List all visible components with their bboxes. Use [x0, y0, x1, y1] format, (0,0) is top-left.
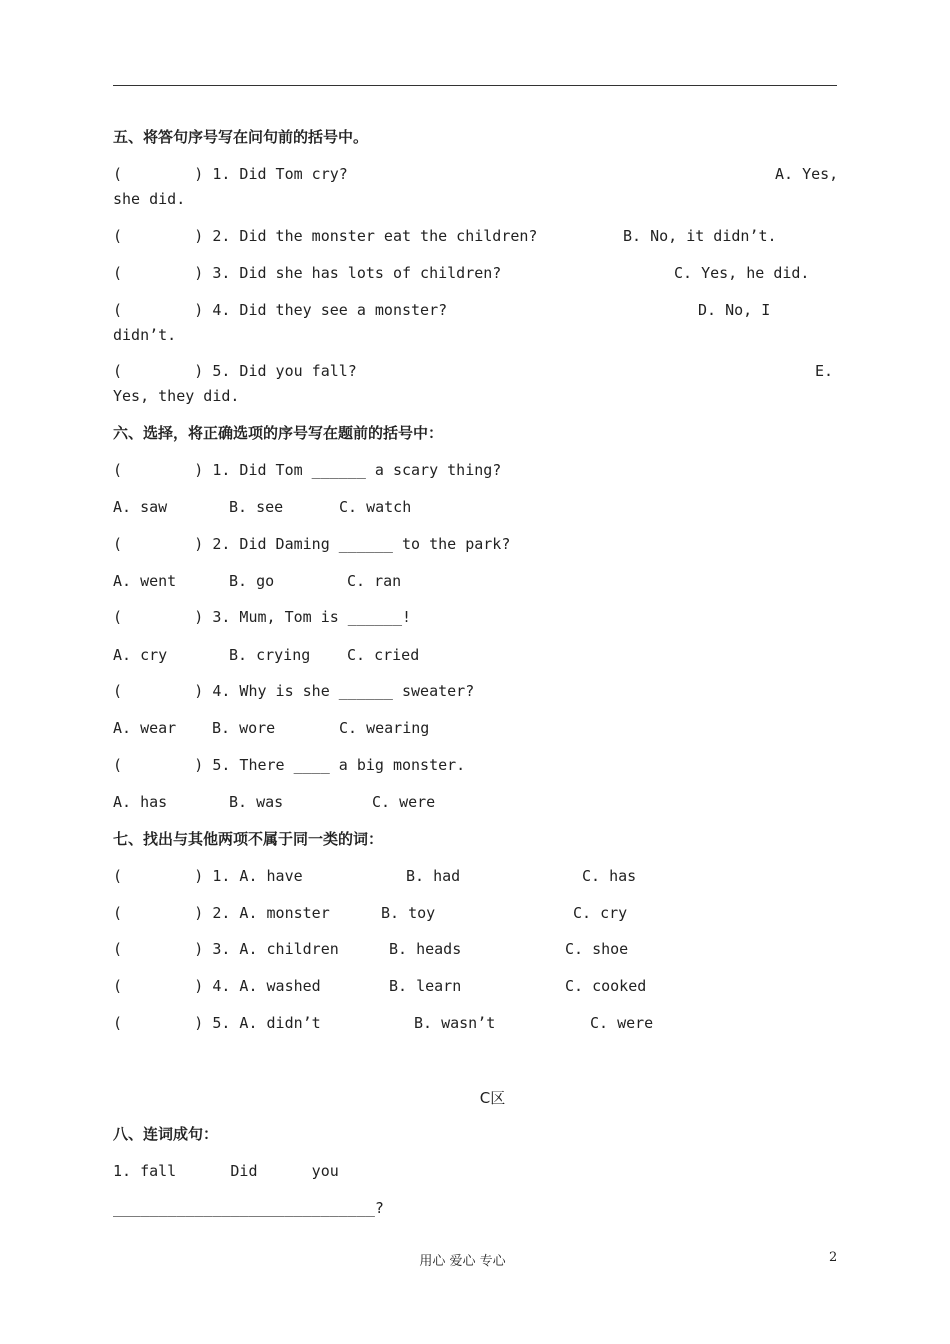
s5-question-5: ( ) 5. Did you fall?	[113, 362, 357, 380]
header-rule	[113, 85, 837, 86]
zone-heading: C区	[479, 1089, 506, 1107]
section-5-title: 五、将答句序号写在问句前的括号中。	[113, 128, 369, 146]
s7-question-1: ( ) 1. A. have	[113, 867, 303, 885]
s6-q1-option-b: B. see	[229, 498, 284, 516]
s6-q5-option-a: A. has	[113, 793, 168, 811]
s6-question-1: ( ) 1. Did Tom ______ a scary thing?	[113, 461, 502, 479]
s5-question-4: ( ) 4. Did they see a monster?	[113, 301, 448, 319]
s6-q1-option-c: C. watch	[339, 498, 412, 516]
s6-q3-option-a: A. cry	[113, 646, 168, 664]
s7-question-3: ( ) 3. A. children	[113, 940, 339, 958]
s8-answer-blank: _____________________________?	[113, 1199, 384, 1217]
s5-answer-d-cont: didn’t.	[113, 326, 177, 344]
s7-q4-option-c: C. cooked	[565, 977, 647, 995]
s6-q4-option-c: C. wearing	[339, 719, 430, 737]
s7-question-4: ( ) 4. A. washed	[113, 977, 321, 995]
s7-q5-option-b: B. wasn’t	[414, 1014, 496, 1032]
section-6-title: 六、选择，将正确选项的序号写在题前的括号中：	[113, 424, 444, 442]
s5-answer-a: A. Yes,	[775, 165, 839, 183]
s7-question-5: ( ) 5. A. didn’t	[113, 1014, 321, 1032]
s8-question-1: 1. fall Did you	[113, 1162, 339, 1180]
s6-q2-option-b: B. go	[229, 572, 275, 590]
s5-question-1: ( ) 1. Did Tom cry?	[113, 165, 348, 183]
s6-q5-option-b: B. was	[229, 793, 284, 811]
page-number: 2	[829, 1250, 838, 1265]
s7-q4-option-b: B. learn	[389, 977, 462, 995]
s6-q5-option-c: C. were	[372, 793, 436, 811]
s7-question-2: ( ) 2. A. monster	[113, 904, 330, 922]
s7-q2-option-b: B. toy	[381, 904, 436, 922]
section-7-title: 七、找出与其他两项不属于同一类的词：	[113, 830, 384, 848]
s5-answer-c: C. Yes, he did.	[674, 264, 810, 282]
s6-question-5: ( ) 5. There ____ a big monster.	[113, 756, 466, 774]
s5-answer-a-cont: she did.	[113, 190, 186, 208]
s7-q5-option-c: C. were	[590, 1014, 654, 1032]
s6-question-4: ( ) 4. Why is she ______ sweater?	[113, 682, 475, 700]
s7-q1-option-b: B. had	[406, 867, 461, 885]
s7-q1-option-c: C. has	[582, 867, 637, 885]
s6-question-2: ( ) 2. Did Daming ______ to the park?	[113, 535, 511, 553]
page-footer: 用心 爱心 专心	[419, 1254, 506, 1269]
s6-q3-option-c: C. cried	[347, 646, 420, 664]
s7-q3-option-b: B. heads	[389, 940, 462, 958]
s5-answer-b: B. No, it didn’t.	[623, 227, 777, 245]
s5-answer-e: E.	[815, 362, 834, 380]
s5-question-2: ( ) 2. Did the monster eat the children?	[113, 227, 538, 245]
s6-q4-option-b: B. wore	[212, 719, 276, 737]
s5-answer-e-cont: Yes, they did.	[113, 387, 240, 405]
s6-q2-option-a: A. went	[113, 572, 177, 590]
s5-answer-d: D. No, I	[698, 301, 771, 319]
s6-question-3: ( ) 3. Mum, Tom is ______!	[113, 608, 412, 626]
s6-q4-option-a: A. wear	[113, 719, 177, 737]
s7-q3-option-c: C. shoe	[565, 940, 629, 958]
s6-q1-option-a: A. saw	[113, 498, 168, 516]
section-8-title: 八、连词成句：	[113, 1125, 219, 1143]
s6-q3-option-b: B. crying	[229, 646, 311, 664]
s6-q2-option-c: C. ran	[347, 572, 402, 590]
s5-question-3: ( ) 3. Did she has lots of children?	[113, 264, 502, 282]
s7-q2-option-c: C. cry	[573, 904, 628, 922]
